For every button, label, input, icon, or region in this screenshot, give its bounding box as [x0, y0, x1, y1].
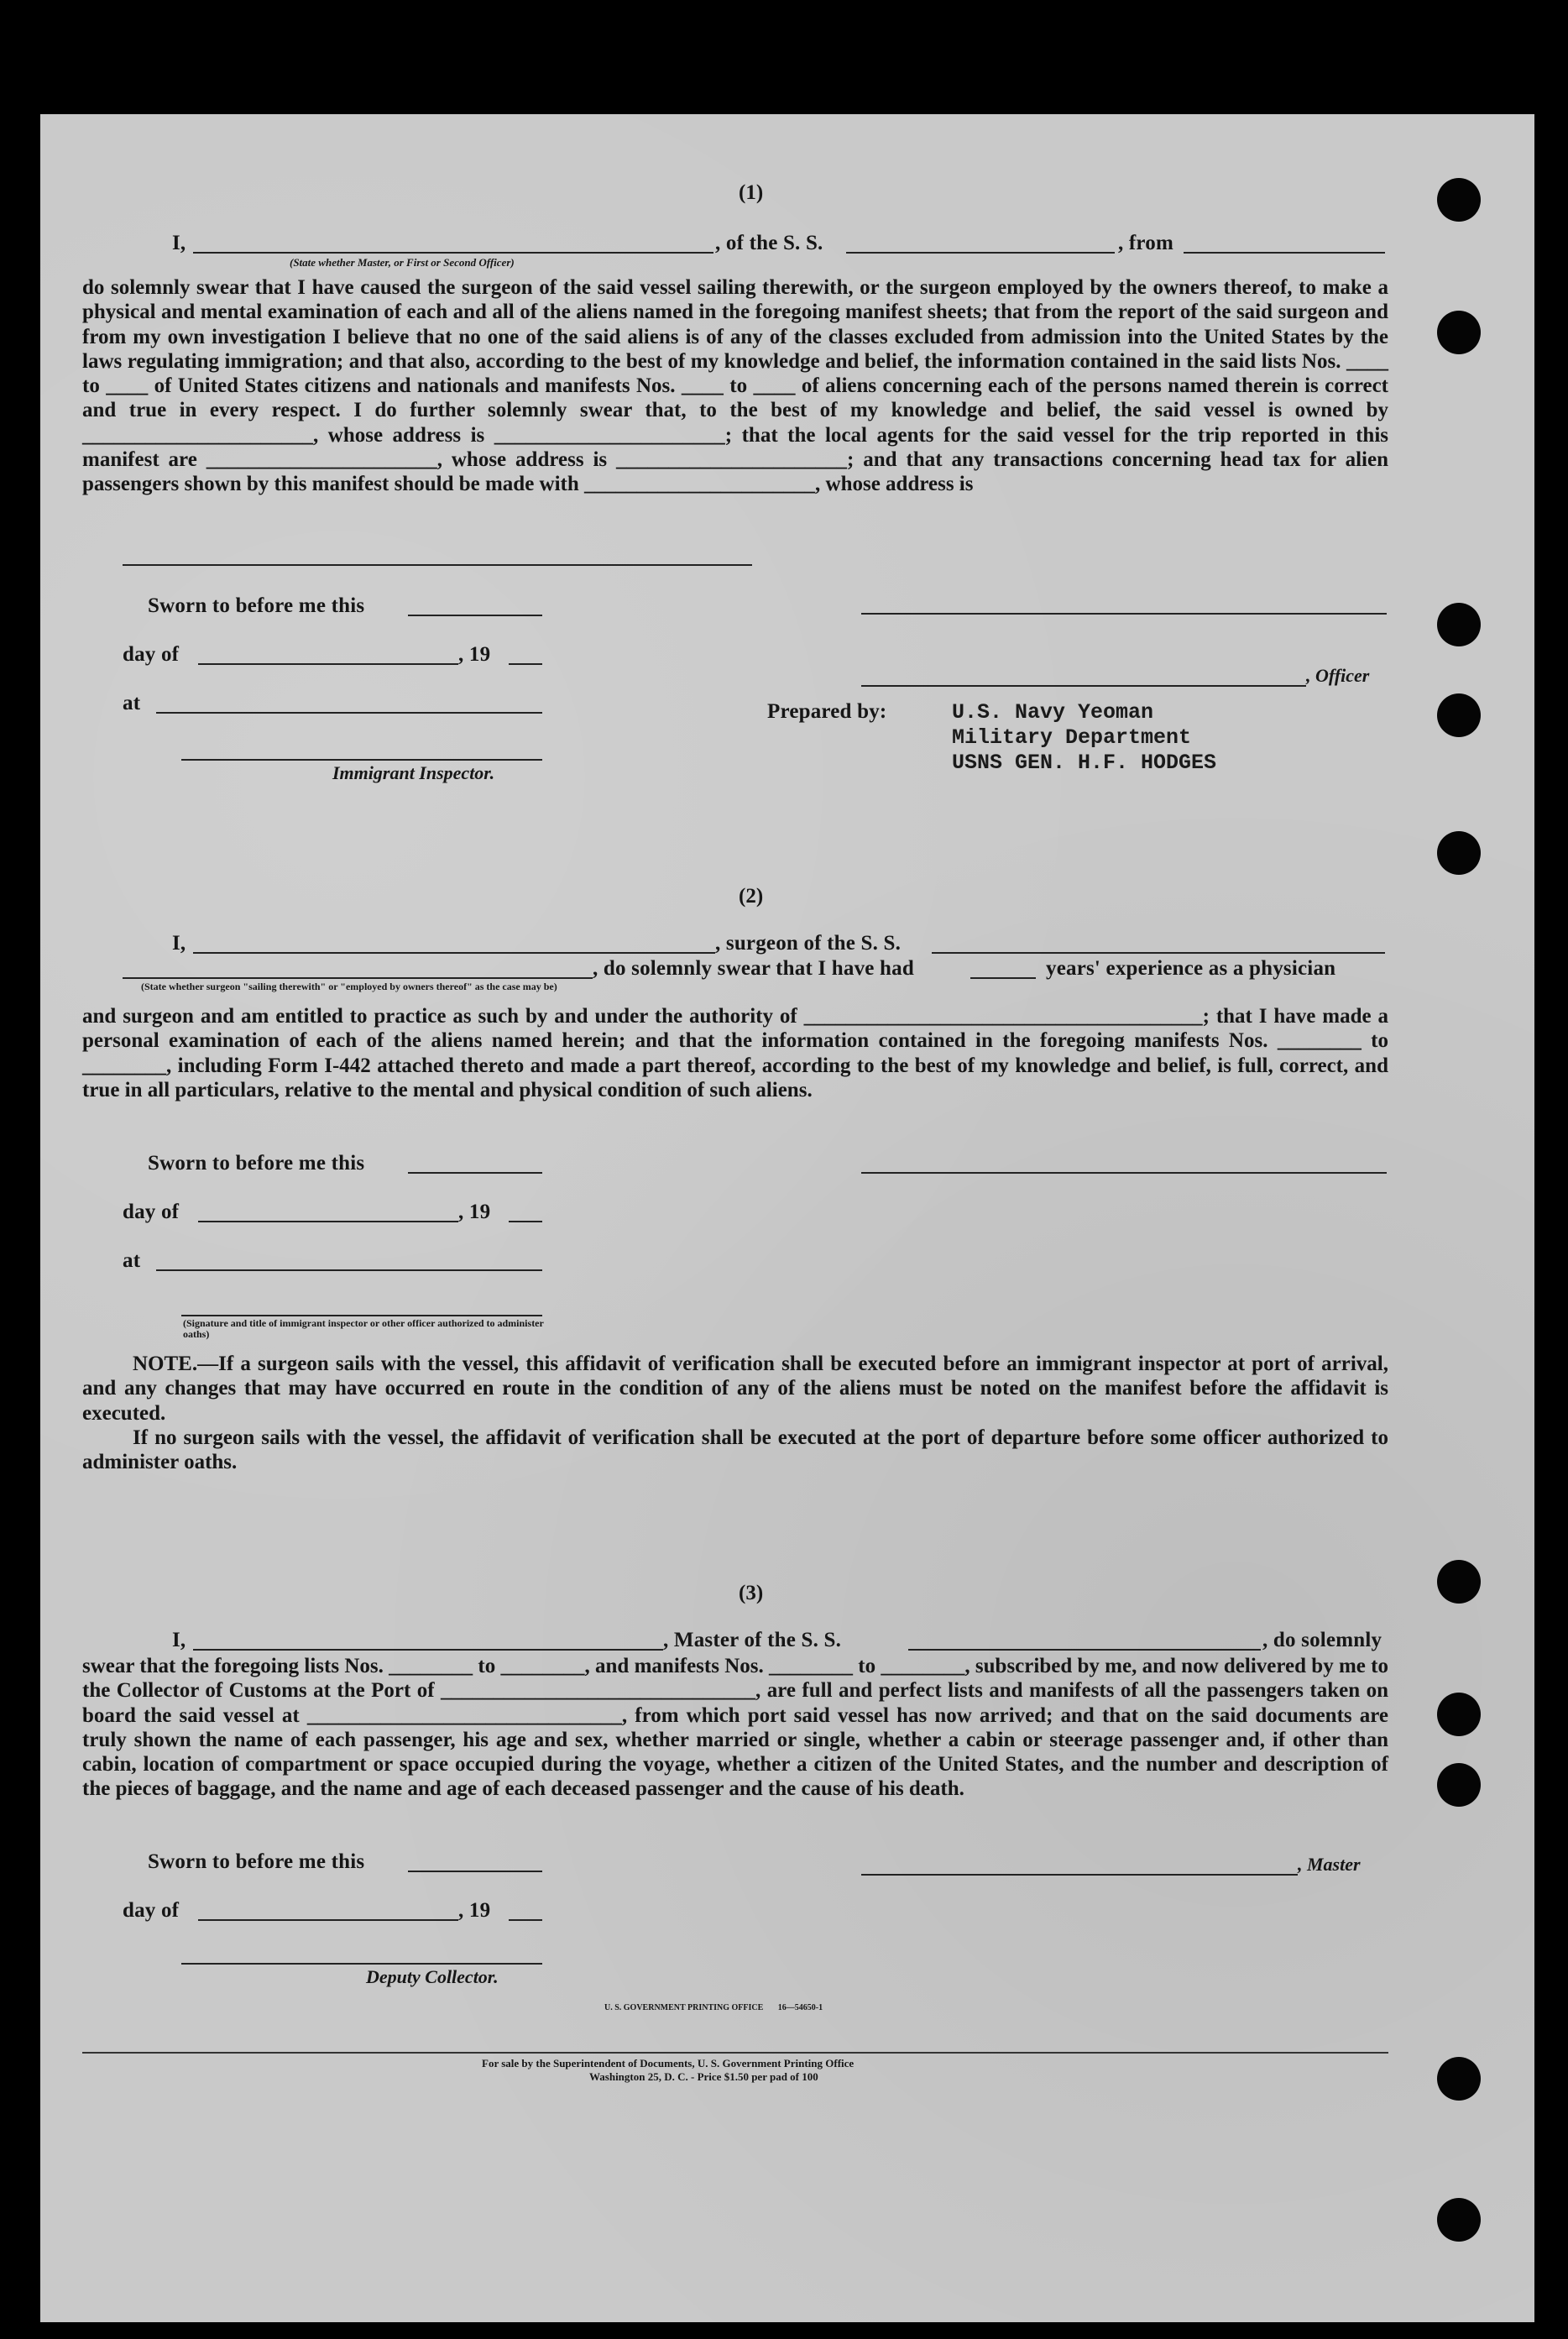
prepared-by-label: Prepared by:	[767, 700, 887, 723]
day-of-field-2[interactable]	[198, 1221, 458, 1222]
officer-rank-field[interactable]	[193, 252, 713, 254]
deputy-signature-line[interactable]	[181, 1963, 542, 1965]
binder-hole	[1437, 1763, 1481, 1807]
sworn-label-1: Sworn to before me this	[148, 594, 365, 617]
binder-hole	[1437, 1693, 1481, 1736]
year-label-2: , 19	[458, 1201, 491, 1223]
officer-signature-line-top[interactable]	[861, 613, 1387, 615]
surgeon-of-label: , surgeon of the S. S.	[715, 932, 902, 955]
day-of-label-2: day of	[123, 1201, 180, 1223]
year-label-3: , 19	[458, 1899, 491, 1922]
master-signature-line[interactable]	[861, 1874, 1298, 1876]
section-3-number: (3)	[739, 1582, 764, 1604]
surgeon-note: (State whether surgeon "sailing therewith" or "employed by owners thereof" as the case may be)	[141, 981, 557, 992]
binder-hole	[1437, 311, 1481, 354]
officer-note: (State whether Master, or First or Second Officer)	[290, 256, 515, 269]
ship-name-field[interactable]	[846, 252, 1115, 254]
sworn-label-2: Sworn to before me this	[148, 1152, 365, 1175]
year-label-1: , 19	[458, 643, 491, 666]
prepared-by-line-3: USNS GEN. H.F. HODGES	[952, 751, 1217, 775]
of-the-ss-label: , of the S. S.	[715, 232, 823, 254]
note-2: If no surgeon sails with the vessel, the affidavit of verification shall be executed at the port of departure before some officer authorized to administer oaths.	[82, 1426, 1388, 1474]
oath-i-label: I,	[172, 232, 186, 254]
surgeon-ship-field[interactable]	[932, 952, 1385, 954]
from-label: , from	[1118, 232, 1173, 254]
master-of-label: , Master of the S. S.	[663, 1629, 842, 1651]
deputy-collector-label: Deputy Collector.	[366, 1966, 499, 1987]
years-field[interactable]	[970, 977, 1036, 979]
at-label-1: at	[123, 692, 141, 714]
years-experience-label: years' experience as a physician	[1046, 957, 1336, 980]
day-of-field-3[interactable]	[198, 1919, 458, 1921]
sworn-date-field-3[interactable]	[408, 1871, 542, 1872]
prepared-by-line-1: U.S. Navy Yeoman	[952, 700, 1154, 725]
from-port-field[interactable]	[1184, 252, 1385, 254]
section-3-oath-text	[82, 1654, 1388, 1830]
at-label-2: at	[123, 1249, 141, 1272]
section-1-number: (1)	[739, 181, 764, 204]
binder-hole	[1437, 603, 1481, 646]
day-of-field-1[interactable]	[198, 663, 458, 665]
section-1-paragraph: do solemnly swear that I have caused the surgeon of the said vessel sailing therewith, or the surgeon employed by the owners thereof, to make a physical and mental examination of each and all of the aliens named in the foregoing manifest sheets; that from the report of the said surgeon and from my own investigation I believe that no one of the said aliens is of any of the classes excluded from admission into the United States by the laws regulating immigration; and that also, according to the best of my knowledge and belief, the information contained in the said lists Nos. ____ to ____ of United States citizens and nationals and manifests Nos. ____ to ____ of aliens concerning each of the persons named therein is correct and true in every respect. I do further solemnly swear that, to the best of my knowledge and belief, the said vessel is owned by ______________________, whose address is ______________________; that the local agents for the said vessel for the trip reported in this manifest are ______________________, whose address is ______________________; and that any transactions concerning head tax for alien passengers shown by this manifest should be made with ______________________, whose address is	[82, 276, 1388, 496]
section-2-oath-text	[82, 1004, 1388, 1130]
surgeon-signature-line[interactable]	[861, 1172, 1387, 1174]
prepared-by-line-2: Military Department	[952, 725, 1192, 750]
officer-label: , Officer	[1306, 665, 1370, 686]
do-solemnly-label: , do solemnly	[1262, 1629, 1382, 1651]
officer-signature-line[interactable]	[861, 685, 1306, 687]
section-1-oath-text	[82, 275, 1388, 552]
sworn-date-field-1[interactable]	[408, 615, 542, 616]
binder-hole	[1437, 693, 1481, 737]
whose-address-continued-field[interactable]	[123, 564, 752, 566]
section-2-number: (2)	[739, 885, 764, 908]
binder-hole	[1437, 2198, 1481, 2242]
master-name-field[interactable]	[193, 1649, 663, 1651]
surgeon-status-field[interactable]	[123, 977, 593, 979]
at-field-1[interactable]	[156, 712, 542, 714]
sworn-date-field-2[interactable]	[408, 1172, 542, 1174]
year-field-2[interactable]	[509, 1221, 542, 1222]
sworn-label-3: Sworn to before me this	[148, 1850, 365, 1873]
note-text	[82, 1352, 1388, 1478]
sale-line-1: For sale by the Superintendent of Documents, U. S. Government Printing Office	[482, 2057, 855, 2070]
swear-line-label: , do solemnly swear that I have had	[593, 957, 914, 980]
at-field-2[interactable]	[156, 1269, 542, 1271]
day-of-label-1: day of	[123, 643, 180, 666]
immigrant-inspector-label: Immigrant Inspector.	[332, 762, 495, 783]
year-field-1[interactable]	[509, 663, 542, 665]
note-1: NOTE.—If a surgeon sails with the vessel, this affidavit of verification shall be executed before an immigrant inspector at port of arrival, and any changes that may have occurred en route in the condition of any of the aliens must be noted on the manifest before the affidavit is executed.	[82, 1353, 1388, 1425]
inspector-signature-line[interactable]	[181, 759, 542, 761]
binder-hole	[1437, 831, 1481, 875]
day-of-label-3: day of	[123, 1899, 180, 1922]
inspector-signature-line-2[interactable]	[181, 1315, 542, 1316]
surgeon-name-field[interactable]	[193, 952, 715, 954]
binder-hole	[1437, 2057, 1481, 2101]
footer-rule	[82, 2052, 1388, 2054]
master-label: , Master	[1298, 1854, 1361, 1875]
master-ship-field[interactable]	[908, 1649, 1261, 1651]
signature-note	[183, 1318, 544, 1340]
section-2-paragraph: and surgeon and am entitled to practice as such by and under the authority of ______________________________________; that I have made a personal examination of each of the aliens named herein; and that the information contained in the foregoing manifests Nos. ________ to ________, including Form I-442 attached thereto and made a part thereof, according to the best of my knowledge and belief, is full, correct, and true in all particulars, relative to the mental and physical condition of such aliens.	[82, 1005, 1388, 1101]
binder-hole	[1437, 1560, 1481, 1604]
year-field-3[interactable]	[509, 1919, 542, 1921]
sale-line-2: Washington 25, D. C. - Price $1.50 per pad of 100	[589, 2070, 818, 2083]
oath-i-label-3: I,	[172, 1629, 186, 1651]
oath-i-label-2: I,	[172, 932, 186, 955]
section-3-paragraph: swear that the foregoing lists Nos. ________ to ________, and manifests Nos. ________ to ________, subscribed by me, and now delivered by me to the Collector of Customs at the Port of ______________________________, are full and perfect lists and manifests of all the passengers taken on board the said vessel at ______________________________, from which port said vessel has now arrived; and that on the said documents are truly shown the name of each passenger, his age and sex, whether married or single, whether a cabin or steerage passenger and, if other than cabin, location of compartment or space occupied during the voyage, whether a citizen of the United States, and the number and description of the pieces of baggage, and the name and age of each deceased passenger and the cause of his death.	[82, 1655, 1388, 1801]
gpo-imprint: U. S. GOVERNMENT PRINTING OFFICE 16—54650-1	[604, 2003, 823, 2012]
binder-hole	[1437, 178, 1481, 222]
signature-note-text: (Signature and title of immigrant inspector or other officer authorized to administer oaths)	[183, 1317, 544, 1340]
